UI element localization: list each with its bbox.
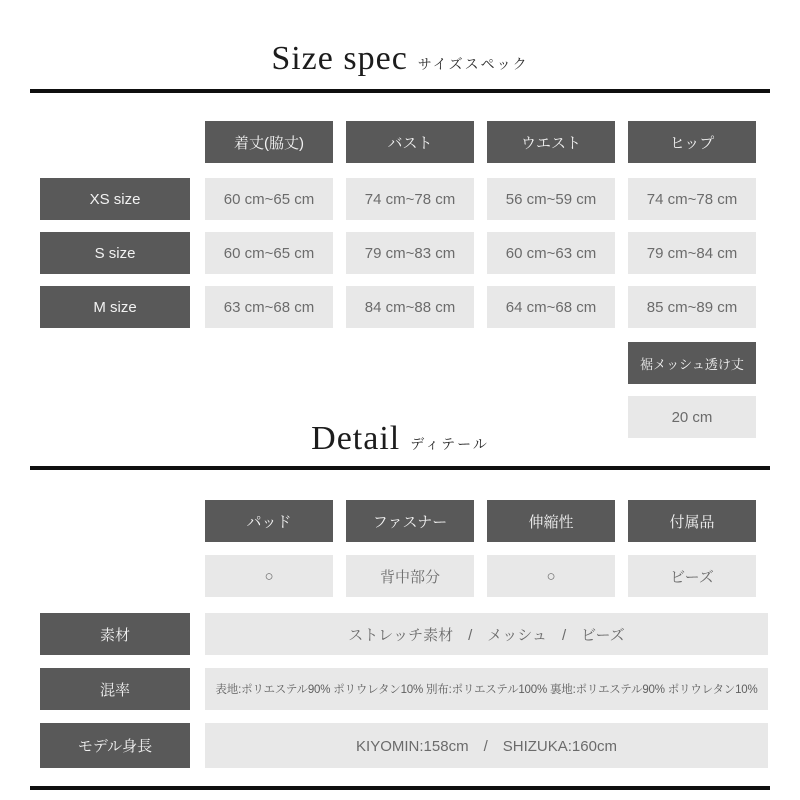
- composition-value: 表地:ポリエステル90% ポリウレタン10% 別布:ポリエステル100% 裏地:ポリエステル90% ポリウレタン10%: [205, 668, 768, 710]
- size-cell-m-waist: 64 cm~68 cm: [487, 286, 615, 328]
- divider-top: [30, 89, 770, 93]
- divider-middle: [30, 466, 770, 470]
- column-header-waist: ウエスト: [487, 121, 615, 163]
- size-spec-title: [0, 40, 800, 78]
- detail-value-fastener: 背中部分: [346, 555, 474, 597]
- size-spec-title-ja: サイズスペック: [417, 58, 529, 73]
- row-label-model-height: モデル身長: [40, 723, 190, 768]
- divider-bottom: [30, 786, 770, 790]
- size-cell-m-length: 63 cm~68 cm: [205, 286, 333, 328]
- hem-mesh-length-label: 裾メッシュ透け丈: [628, 342, 756, 384]
- size-cell-xs-hip: 74 cm~78 cm: [628, 178, 756, 220]
- material-value: ストレッチ素材 / メッシュ / ビーズ: [205, 613, 768, 655]
- detail-title-ja: ディテール: [410, 438, 489, 453]
- column-header-bust: バスト: [346, 121, 474, 163]
- model-height-value: KIYOMIN:158cm / SHIZUKA:160cm: [205, 723, 768, 768]
- detail-value-accessories: ビーズ: [628, 555, 756, 597]
- row-label-xs-size: XS size: [40, 178, 190, 220]
- detail-value-stretch: ○: [487, 555, 615, 597]
- size-cell-s-hip: 79 cm~84 cm: [628, 232, 756, 274]
- size-cell-m-hip: 85 cm~89 cm: [628, 286, 756, 328]
- column-header-stretch: 伸縮性: [487, 500, 615, 542]
- column-header-hip: ヒップ: [628, 121, 756, 163]
- column-header-length: 着丈(脇丈): [205, 121, 333, 163]
- row-label-composition: 混率: [40, 668, 190, 710]
- row-label-material: 素材: [40, 613, 190, 655]
- column-header-pad: パッド: [205, 500, 333, 542]
- size-cell-m-bust: 84 cm~88 cm: [346, 286, 474, 328]
- column-header-accessories: 付属品: [628, 500, 756, 542]
- size-cell-s-waist: 60 cm~63 cm: [487, 232, 615, 274]
- detail-value-pad: ○: [205, 555, 333, 597]
- hem-mesh-length-value: 20 cm: [628, 396, 756, 438]
- column-header-fastener: ファスナー: [346, 500, 474, 542]
- size-cell-s-bust: 79 cm~83 cm: [346, 232, 474, 274]
- size-cell-xs-length: 60 cm~65 cm: [205, 178, 333, 220]
- row-label-s-size: S size: [40, 232, 190, 274]
- detail-title-en: Detail: [311, 420, 401, 457]
- row-label-m-size: M size: [40, 286, 190, 328]
- size-cell-xs-bust: 74 cm~78 cm: [346, 178, 474, 220]
- size-cell-s-length: 60 cm~65 cm: [205, 232, 333, 274]
- detail-title: [0, 420, 800, 458]
- size-spec-title-en: Size spec: [271, 40, 408, 77]
- size-cell-xs-waist: 56 cm~59 cm: [487, 178, 615, 220]
